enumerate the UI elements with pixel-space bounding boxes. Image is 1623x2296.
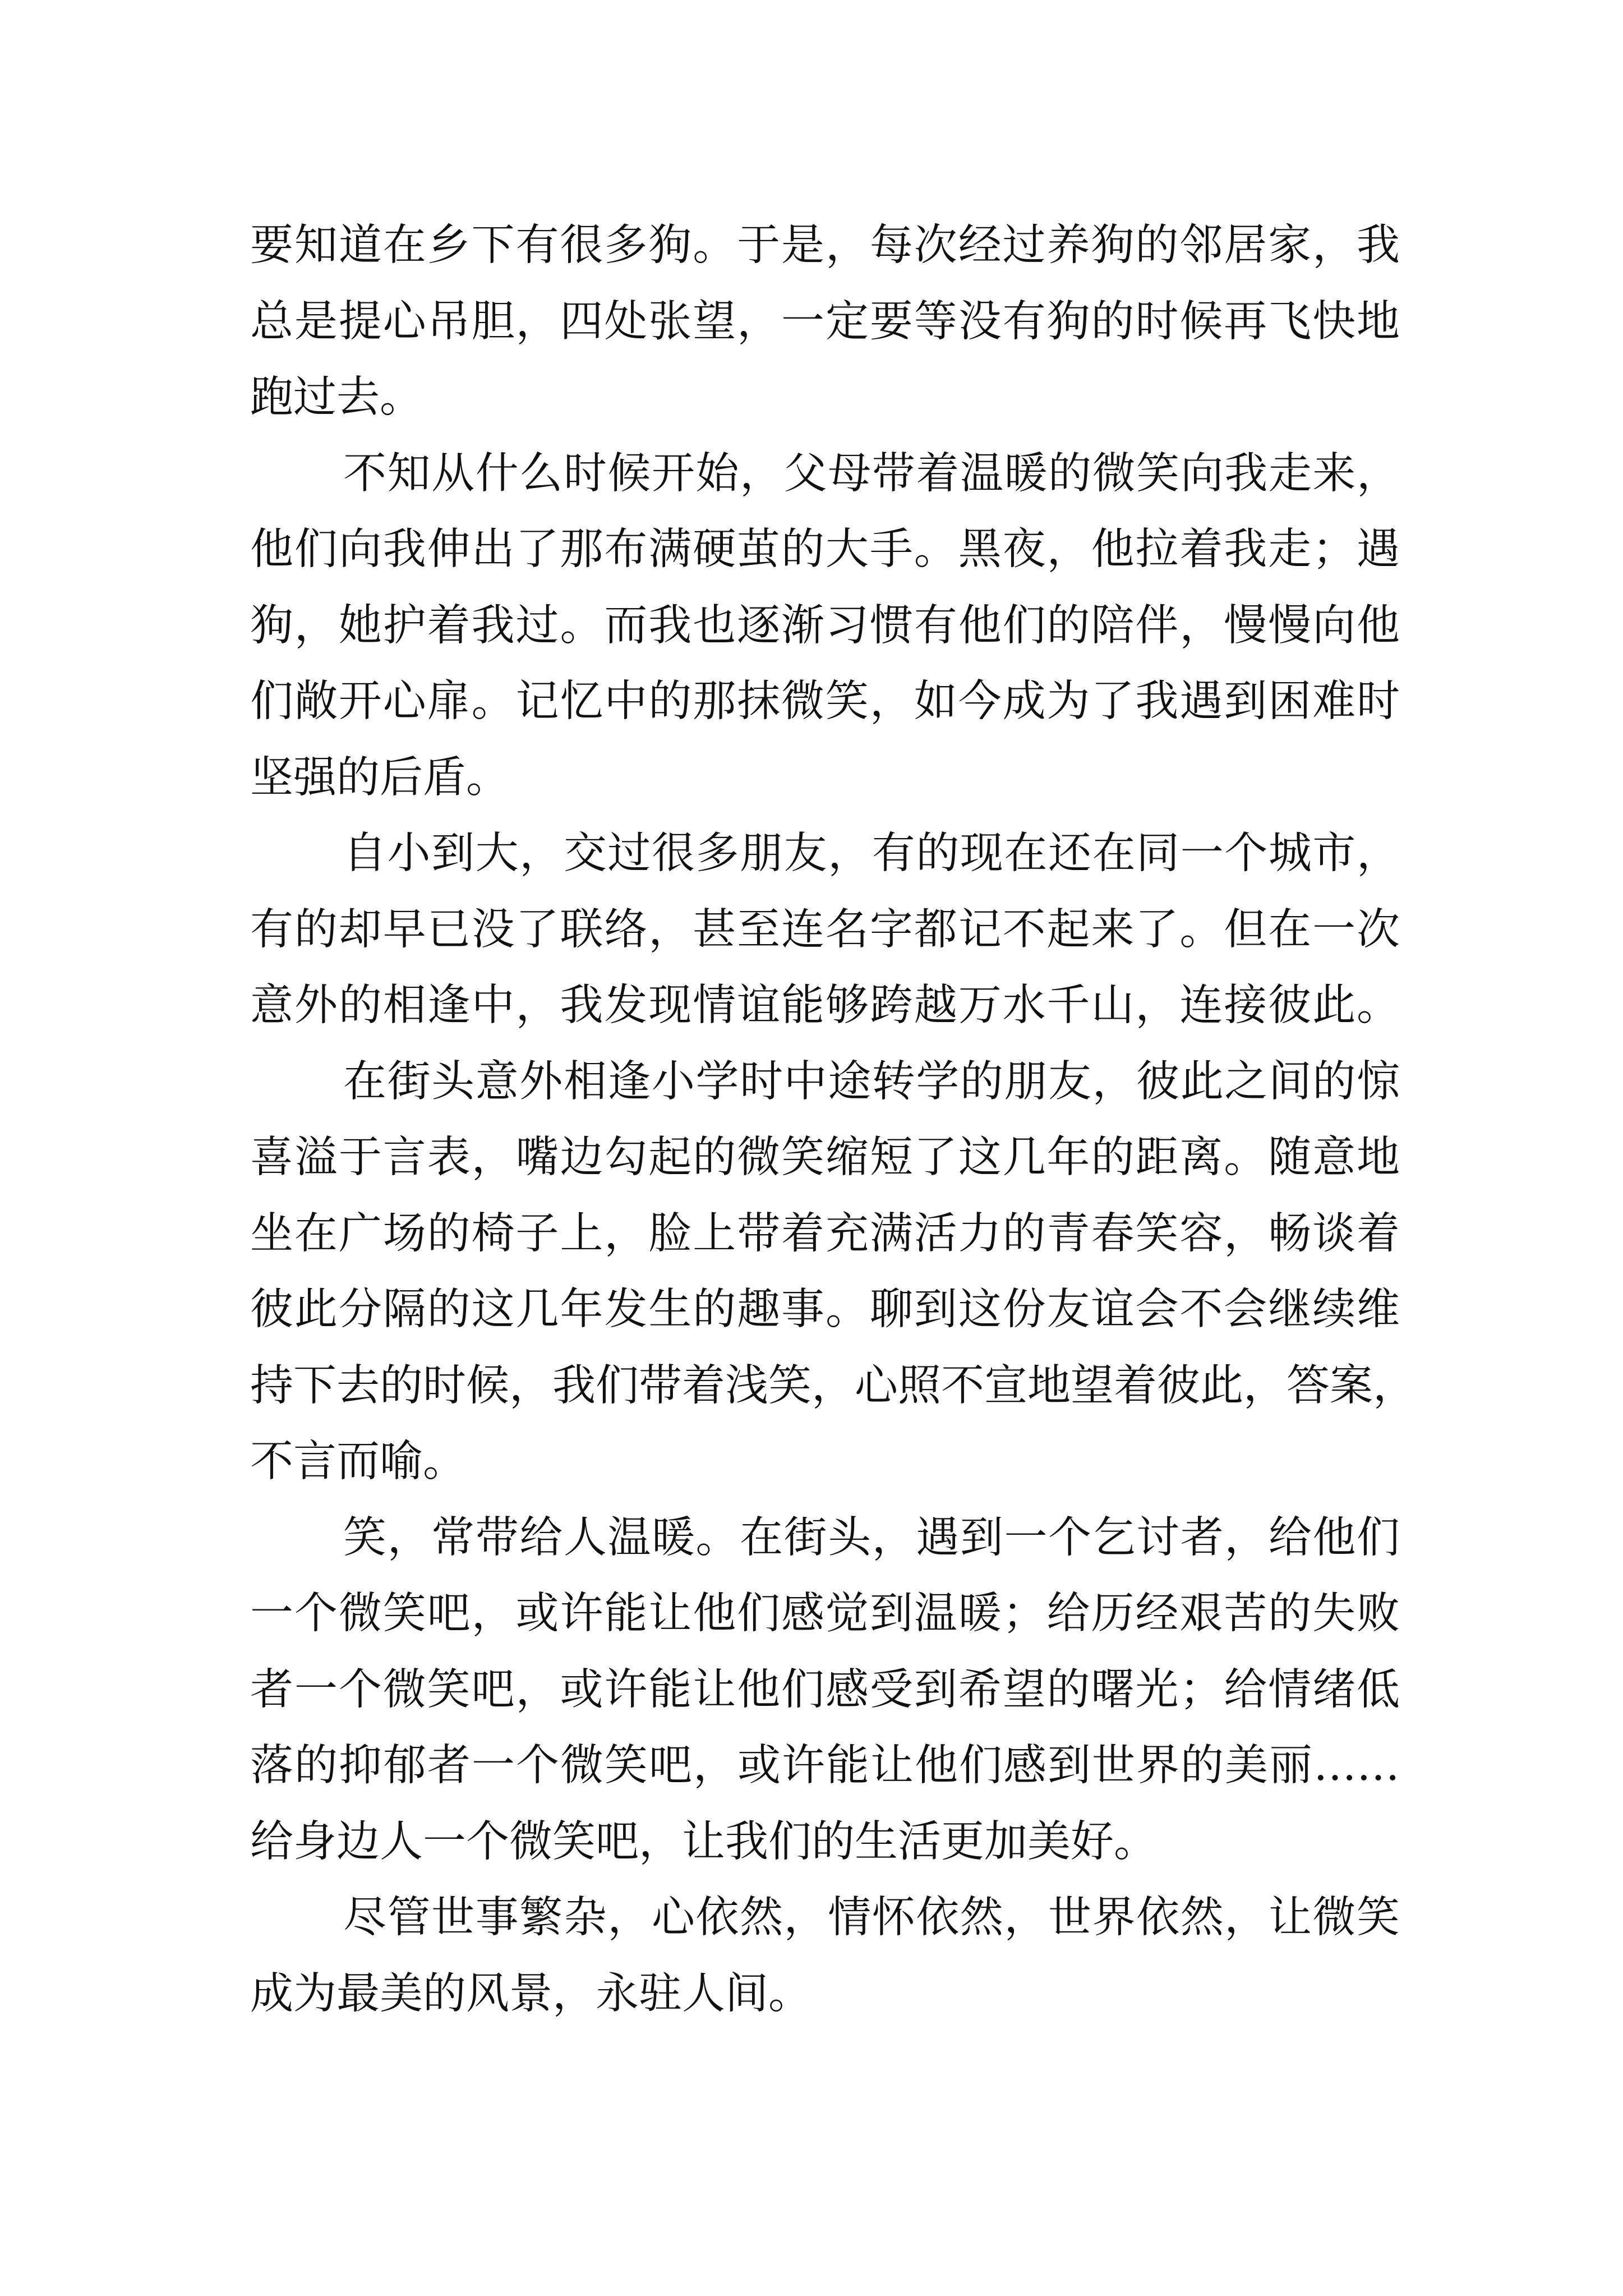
text-line: 自小到大，交过很多朋友，有的现在还在同一个城市，	[343, 829, 1400, 878]
text-line: 者一个微笑吧，或许能让他们感受到希望的曙光；给情绪低	[250, 1664, 1400, 1715]
text-line: 落的抑郁者一个微笑吧，或许能让他们感到世界的美丽……	[250, 1741, 1400, 1791]
text-line: 意外的相逢中，我发现情谊能够跨越万水千山，连接彼此。	[250, 981, 1400, 1030]
text-line: 一个微笑吧，或许能让他们感觉到温暖；给历经艰苦的失败	[250, 1589, 1400, 1639]
text-line: 他们向我伸出了那布满硬茧的大手。黑夜，他拉着我走；遇	[250, 524, 1400, 574]
text-line: 跑过去。	[250, 372, 423, 422]
paragraph	[250, 436, 1400, 816]
text-line: 不言而喻。	[250, 1437, 466, 1487]
text-line: 们敞开心扉。记忆中的那抹微笑，如今成为了我遇到困难时	[250, 677, 1400, 726]
text-line: 给身边人一个微笑吧，让我们的生活更加美好。	[250, 1816, 1157, 1867]
text-line: 成为最美的风景，永驻人间。	[250, 1968, 811, 2019]
text-line: 笑，常带给人温暖。在街头，遇到一个乞讨者，给他们	[343, 1512, 1400, 1563]
text-line: 喜溢于言表，嘴边勾起的微笑缩短了这几年的距离。随意地	[250, 1133, 1400, 1182]
paragraph	[250, 816, 1400, 1044]
text-line: 坚强的后盾。	[250, 752, 509, 803]
paragraph	[250, 1044, 1416, 1500]
text-line: 坐在广场的椅子上，脸上带着充满活力的青春笑容，畅谈着	[250, 1208, 1400, 1259]
text-line: 彼此分隔的这几年发生的趣事。聊到这份友谊会不会继续维	[250, 1285, 1400, 1335]
text-line: 总是提心吊胆，四处张望，一定要等没有狗的时候再飞快地	[250, 296, 1400, 347]
text-line: 狗，她护着我过。而我也逐渐习惯有他们的陪伴，慢慢向他	[250, 600, 1400, 651]
text-line: 持下去的时候，我们带着浅笑，心照不宣地望着彼此，答案，	[250, 1360, 1416, 1411]
text-line: 要知道在乡下有很多狗。于是，每次经过养狗的邻居家，我	[250, 220, 1400, 270]
text-line: 在街头意外相逢小学时中途转学的朋友，彼此之间的惊	[343, 1056, 1400, 1107]
paragraph	[250, 1880, 1400, 2032]
paragraph	[250, 1500, 1400, 1880]
text-line: 尽管世事繁杂，心依然，情怀依然，世界依然，让微笑	[343, 1893, 1400, 1943]
text-line: 不知从什么时候开始，父母带着温暖的微笑向我走来，	[343, 448, 1400, 499]
paragraph	[250, 208, 1400, 436]
text-line: 有的却早已没了联络，甚至连名字都记不起来了。但在一次	[250, 904, 1400, 955]
document-body	[250, 208, 1416, 2032]
